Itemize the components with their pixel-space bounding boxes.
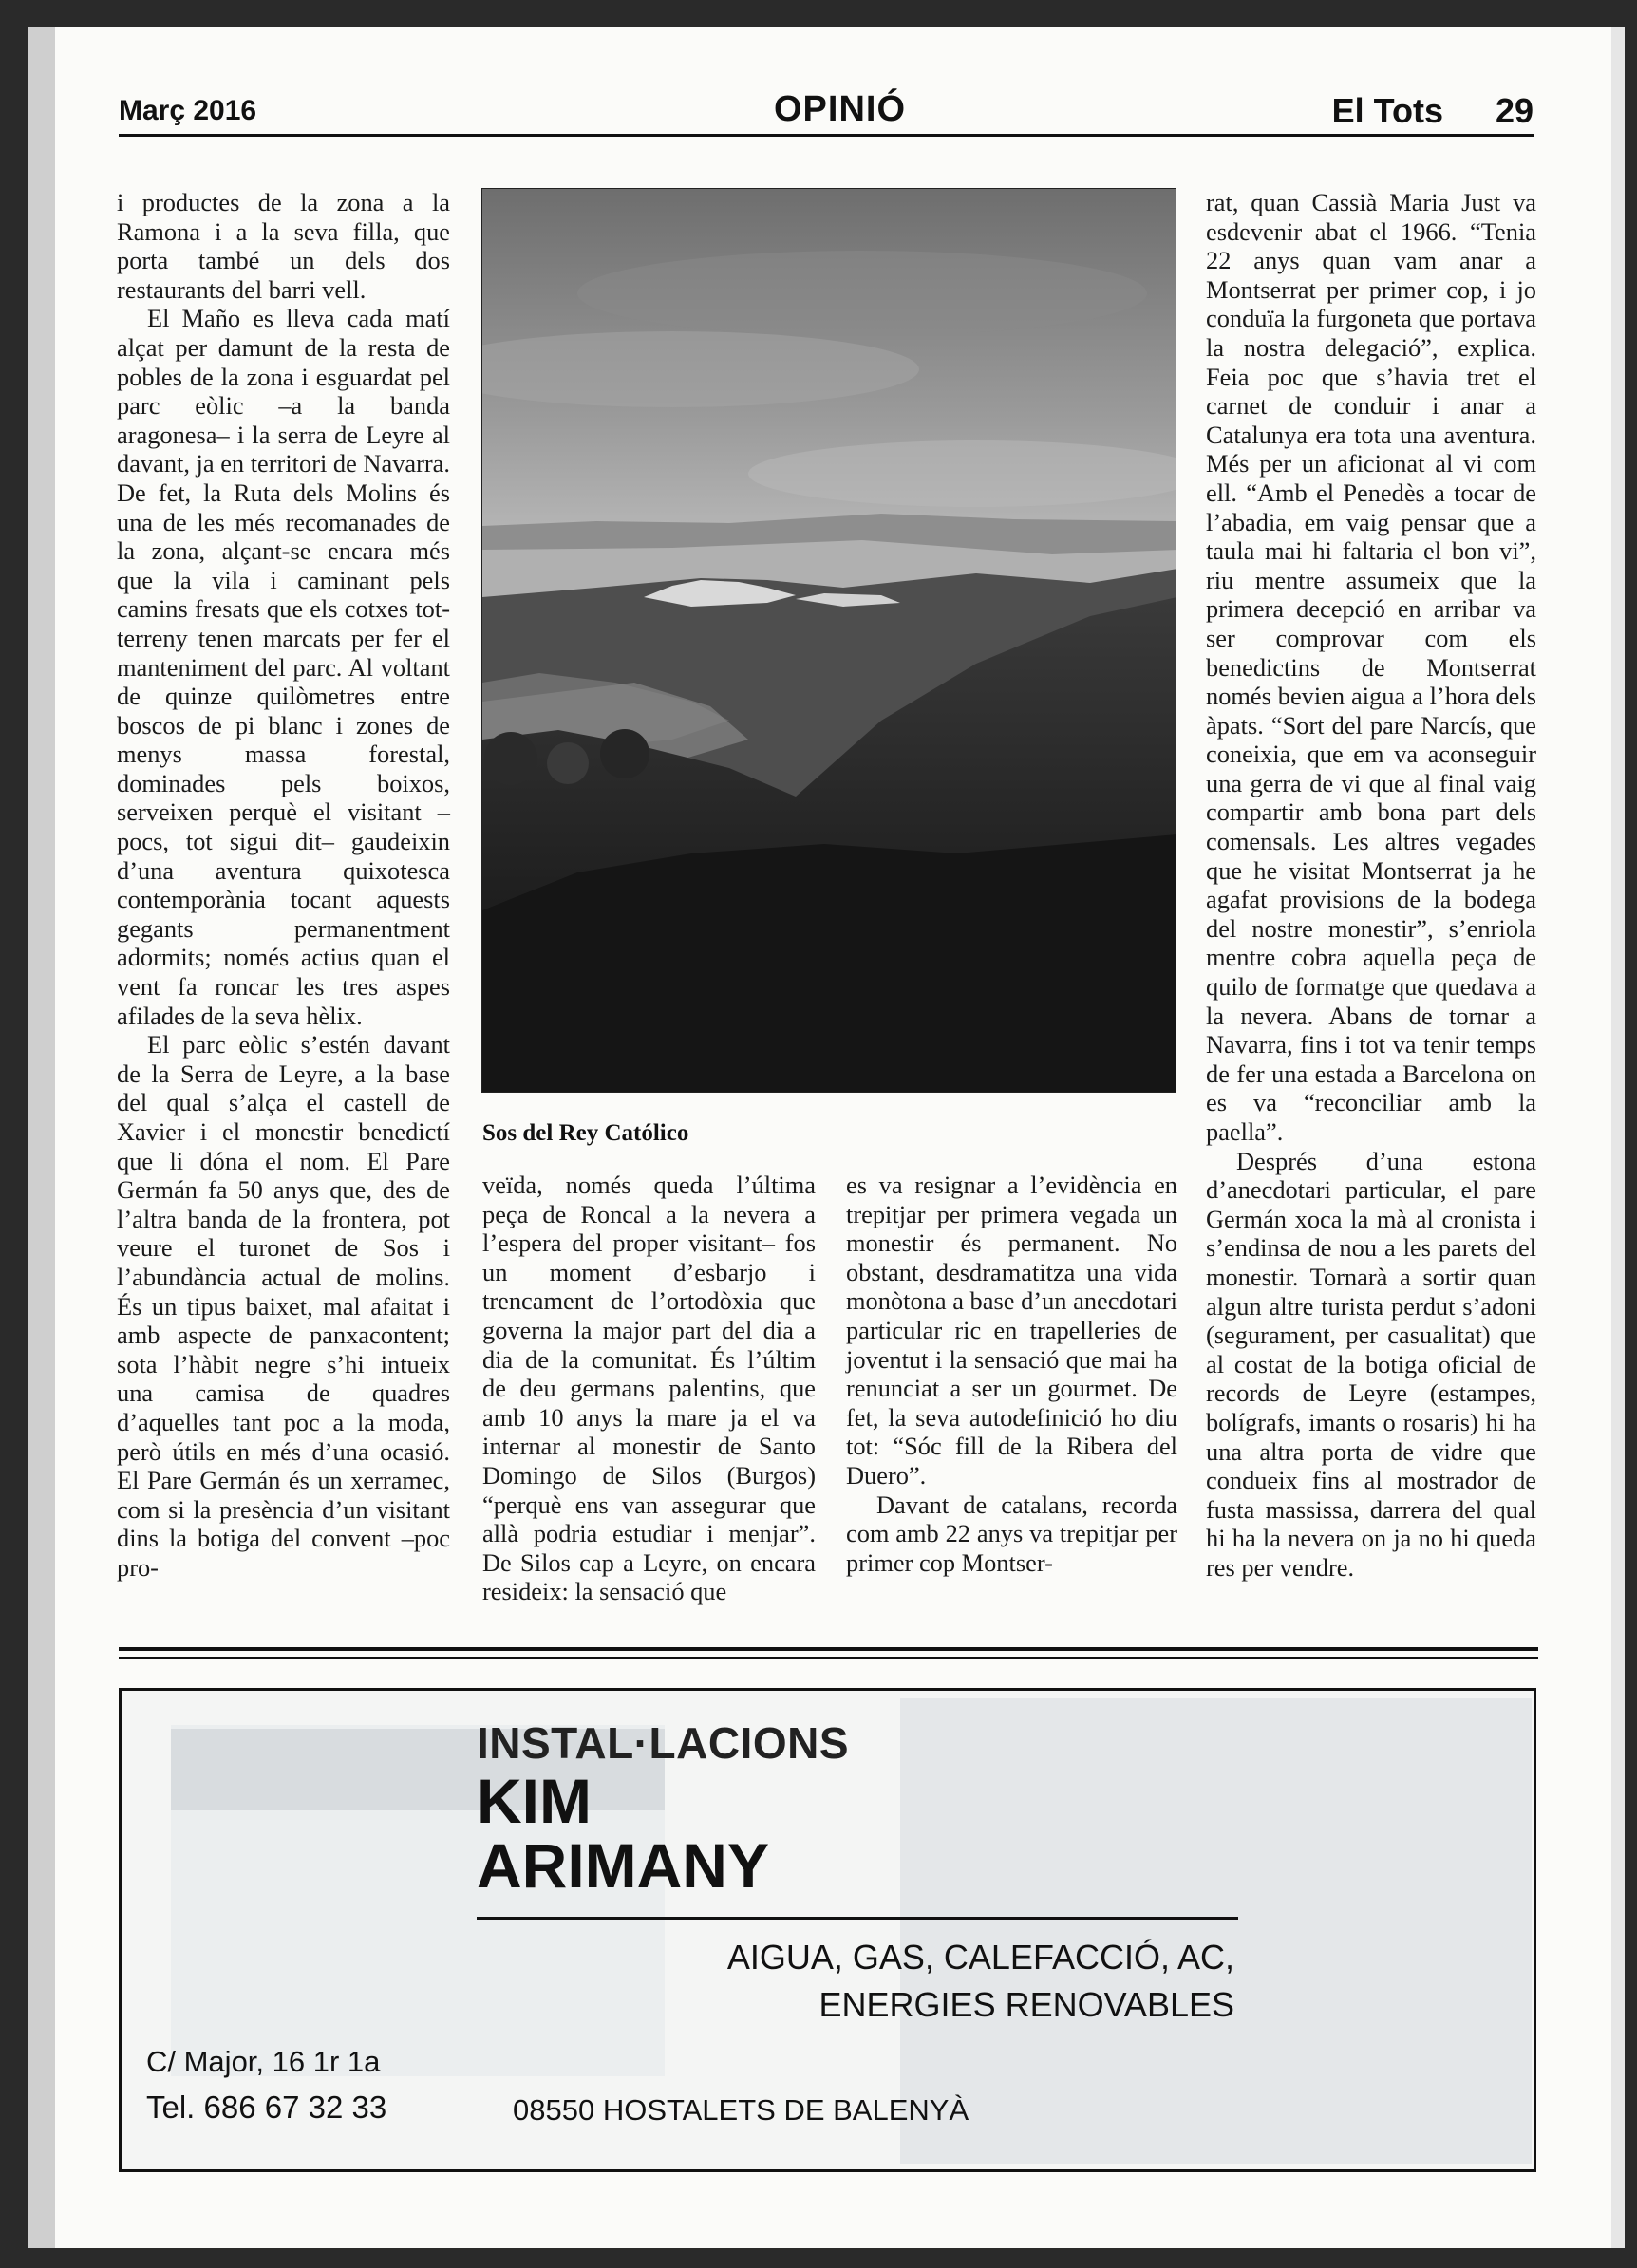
article-column-1 bbox=[117, 188, 450, 1583]
paragraph: El parc eòlic s’estén davant de la Serra de Leyre, a la base del qual s’alça el castell de Xavier i el monestir benedictí que li dóna el nom. El Pare Germán fa 50 anys que, des de l’altra banda de la frontera, pot veure el turonet de Sos i l’abundància actual de molins. És un tipus baixet, mal afaitat i amb aspecte de panxacontent; sota l’hàbit negre s’hi intueix una camisa de quadres d’aquelles tant poc a la moda, però útils en més d’una ocasió. El Pare Germán és un xerramec, com si la presència d’un visitant dins la botiga del convent –poc pro- bbox=[117, 1030, 450, 1582]
article-column-4 bbox=[1206, 188, 1536, 1583]
issue-date: Març 2016 bbox=[119, 95, 257, 126]
page-header bbox=[119, 89, 1534, 137]
paragraph: El Maño es lleva cada matí alçat per damunt de la resta de pobles de la zona i esguardat pel parc eòlic –a la banda aragonesa– i la serra de Leyre al davant, ja en territori de Navarra. De fet, la Ruta dels Molins és una de les més recomanades de la zona, alçant-se encara més que la vila i caminant pels camins fresats que els cotxes tot-terreny tenen marcats per fer el manteniment del parc. Al voltant de quinze quilòmetres entre boscos de pi blanc i zones de menys massa forestal, dominades pels boixos, serveixen perquè el visitant –pocs, tot sigui dit– gaudeixin d’una aventura quixotesca contemporània tocant aquests gegants permanentment adormits; només actius quan el vent fa roncar les tres aspes afilades de la seva hèlix. bbox=[117, 304, 450, 1030]
show-through-right bbox=[900, 1698, 1532, 2164]
ad-name-line-1: KIM bbox=[477, 1766, 592, 1836]
article-column-3 bbox=[846, 1171, 1177, 1577]
paragraph: i productes de la zona a la Ramona i a la seva filla, que porta també un dels dos restaurants del barri vell. bbox=[117, 188, 450, 304]
ad-title-installations: INSTAL·LACIONS bbox=[477, 1718, 850, 1768]
paragraph: veïda, només queda l’última peça de Roncal a la nevera a l’espera del proper visitant– fos un moment d’esbarjo i trencament de l’ortodòxia que governa la major part del dia a dia de la comunitat. És l’últim de deu germans palentins, que amb 10 anys la mare ja el va internar al monestir de Santo Domingo de Silos (Burgos) “perquè ens van assegurar que allà podria estudiar i menjar”. De Silos cap a Leyre, on encara resideix: la sensació que bbox=[482, 1171, 816, 1606]
page-number: 29 bbox=[1495, 91, 1534, 130]
ad-services bbox=[727, 1934, 1234, 2029]
advertisement bbox=[119, 1688, 1536, 2172]
paragraph: es va resignar a l’evidència en trepitjar per primera vegada un monestir és permanent. No obstant, desdramatitza una vida monòtona a base d’un anecdotari particular ric en trapelleries de joventut i la sensació que mai ha renunciat a ser un gourmet. De fet, la seva autodefinició ho diu tot: “Sóc fill de la Ribera del Duero”. bbox=[846, 1171, 1177, 1490]
paragraph: Davant de catalans, recorda com amb 22 anys va trepitjar per primer cop Montser- bbox=[846, 1490, 1177, 1577]
ad-name-line-2: ARIMANY bbox=[477, 1830, 769, 1901]
ad-service-line-2: ENERGIES RENOVABLES bbox=[818, 1985, 1234, 2024]
ad-town: 08550 HOSTALETS DE BALENYÀ bbox=[513, 2093, 969, 2127]
article-column-2 bbox=[482, 1171, 816, 1606]
section-title: OPINIÓ bbox=[774, 89, 907, 129]
ad-address: C/ Major, 16 1r 1a bbox=[146, 2045, 381, 2078]
ad-service-line-1: AIGUA, GAS, CALEFACCIÓ, AC, bbox=[726, 1938, 1234, 1977]
photo-caption: Sos del Rey Católico bbox=[482, 1120, 689, 1146]
ad-phone: Tel. 686 67 32 33 bbox=[146, 2090, 387, 2125]
paragraph: rat, quan Cassià Maria Just va esdevenir abat el 1966. “Tenia 22 anys quan vam anar a Montserrat per primer cop, i jo conduïa la furgoneta que portava la nostra delegació”, explica. Feia poc que s’havia tret el carnet de conduir i anar a Catalunya era tota una aventura. Més per un aficionat al vi com ell. “Amb el Penedès a tocar de l’abadia, em vaig pensar que a taula mai hi faltaria el bon vi”, riu mentre assumeix que la primera decepció en arribar va ser comprovar com els benedictins de Montserrat només bevien aigua a l’hora dels àpats. “Sort del pare Narcís, que coneixia, que em va aconseguir una gerra de vi que al final vaig compartir amb bona part dels comensals. Les altres vegades que he visitat Montserrat ja he agafat provisions de la bodega del nostre monestir”, s’enriola mentre cobra aquella peça de quilo de formatge que quedava a la nevera. Abans de tornar a Navarra, fins i tot va tenir temps de fer una estada a Barcelona on es va “reconciliar amb la paella”. bbox=[1206, 188, 1536, 1146]
paragraph: Després d’una estona d’anecdotari particular, el pare Germán xoca la mà al cronista i s’endinsa de nou a les parets del monestir. Tornarà a sortir quan algun altre turista perdut s’adoni (segurament, per casualitat) que al costat de la botiga oficial de records de Leyre (estampes, bolígrafs, imants o rosaris) hi ha una altra porta de vidre que condueix fins al mostrador de fusta massissa, darrera del qual hi ha la nevera on ja no hi queda res per vendre. bbox=[1206, 1146, 1536, 1582]
ad-company-name bbox=[477, 1766, 769, 1901]
ad-rule bbox=[477, 1917, 1238, 1920]
publication-name: El Tots bbox=[1331, 91, 1443, 130]
landscape-photo bbox=[481, 188, 1176, 1093]
page-gutter bbox=[28, 27, 55, 2248]
page-edge bbox=[1611, 27, 1625, 2248]
photo-image bbox=[482, 189, 1176, 1093]
section-divider bbox=[119, 1647, 1538, 1659]
